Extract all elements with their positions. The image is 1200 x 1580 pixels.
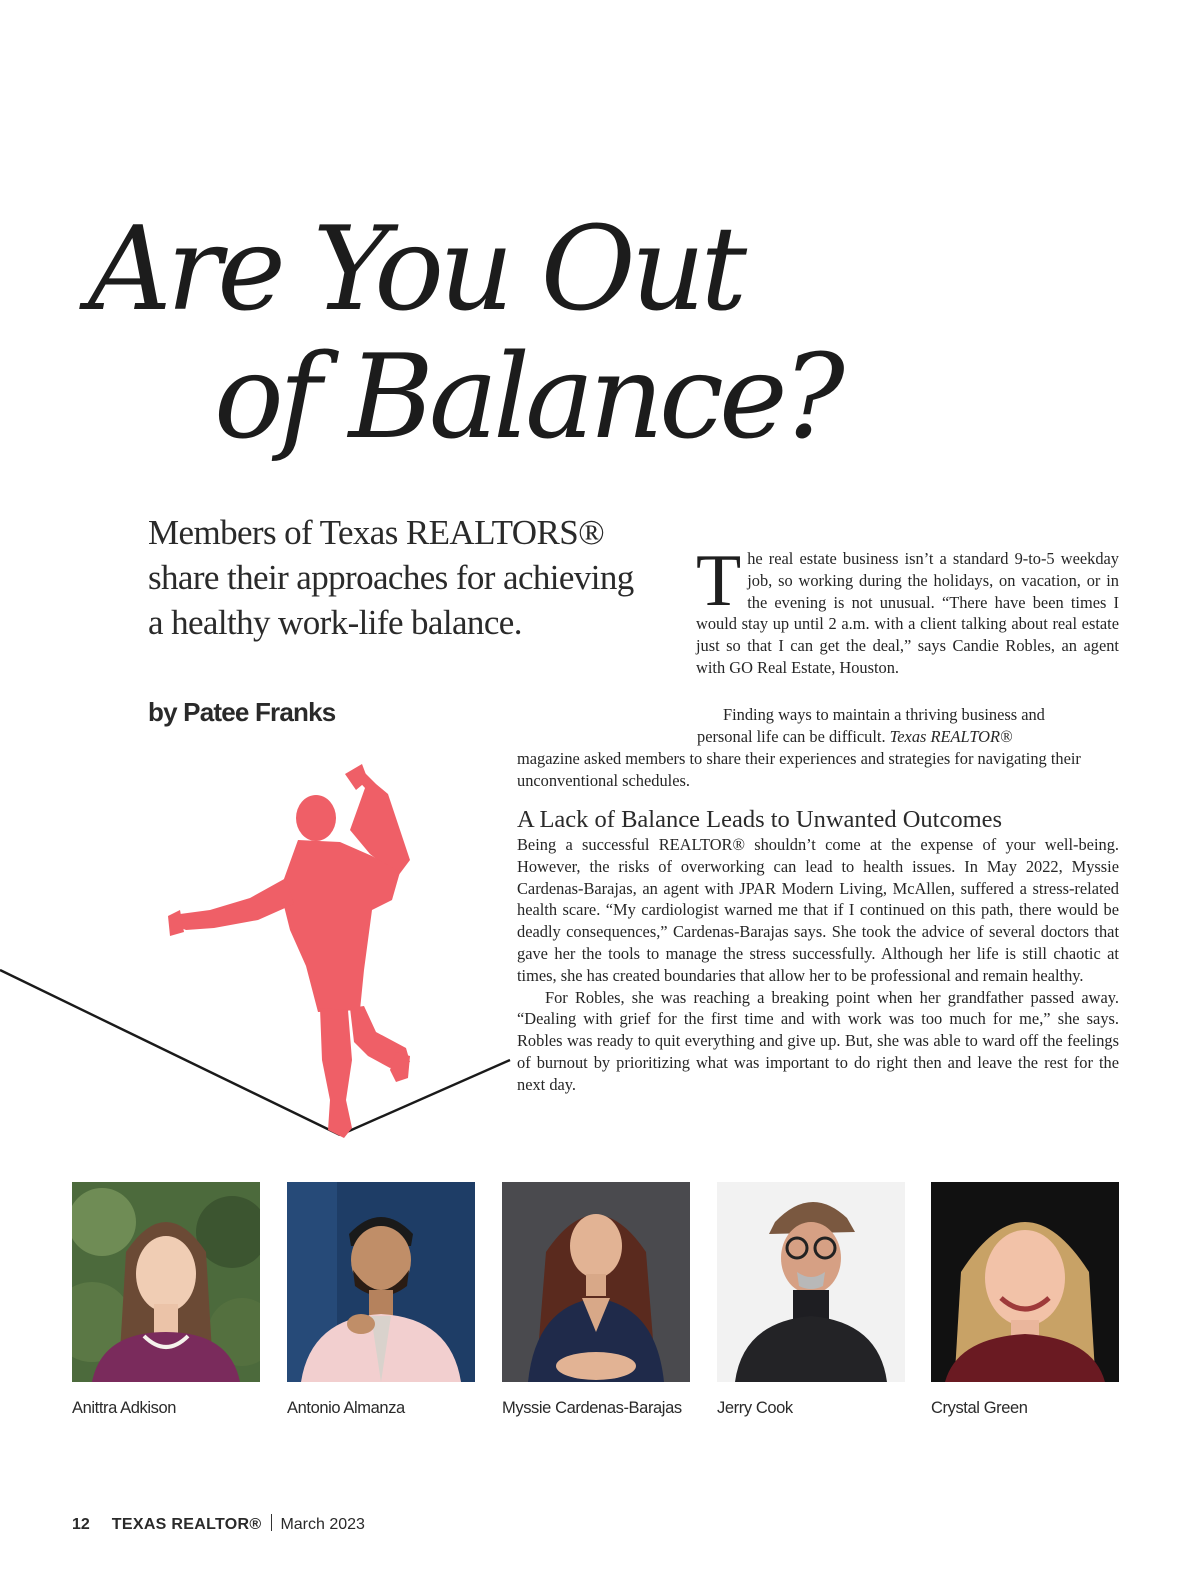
- walker-silhouette: [168, 764, 410, 1138]
- caption-anittra-adkison: Anittra Adkison: [72, 1399, 177, 1417]
- section-paragraph-1: Being a successful REALTOR® shouldn’t come at the expense of your well-being. However, the risks of overworking can lead to health issues. In May 2022, Myssie Cardenas-Barajas, an agent with JPAR Modern Living, McAllen, suffered a stress-related health scare. “My cardiologist warned me that if I continued on this path, there would be deadly consequences,” Cardenas-Barajas says. She took the advice of several doctors that gave her the tools to manage the stress successfully. Although her life is still chaotic at times, she has created boundaries that allow her to be professional and remain healthy.: [517, 835, 1119, 985]
- tightrope-walker-icon: [0, 760, 520, 1150]
- caption-antonio-almanza: Antonio Almanza: [287, 1399, 405, 1417]
- magazine-name-italic: Texas REALTOR®: [889, 726, 1013, 746]
- portrait-photo: [72, 1182, 260, 1382]
- portrait-photo: [931, 1182, 1119, 1382]
- portrait-anittra-adkison: [72, 1182, 260, 1382]
- tightrope-line-left: [0, 970, 340, 1135]
- second-paragraph-end: magazine asked members to share their experiences and strategies for navigating their unconventional schedules.: [517, 749, 1081, 790]
- intro-text: he real estate business isn’t a standard 9-to-5 weekday job, so working during the holidays, on vacation, or in the evening is not unusual. “There have been times I would stay up until 2 a.m. with a client talking about real estate just so that I can get the deal,” says Candie Robles, an agent with GO Real Estate, Houston.: [696, 549, 1119, 677]
- article-subtitle: Members of Texas REALTORS® share their approaches for achieving a healthy work-life balance.: [148, 513, 634, 642]
- portrait-crystal-green: [931, 1182, 1119, 1382]
- second-paragraph-start: [517, 704, 1079, 748]
- drop-cap: T: [696, 540, 742, 622]
- caption-myssie-cardenas-barajas: Myssie Cardenas-Barajas: [502, 1399, 682, 1417]
- portrait-jerry-cook: [717, 1182, 905, 1382]
- article-byline: by Patee Franks: [148, 697, 336, 727]
- caption-crystal-green: Crystal Green: [931, 1399, 1028, 1417]
- tightrope-walker-illustration: [0, 760, 520, 1150]
- page-number: 12: [72, 1516, 90, 1533]
- second-paragraph: [517, 704, 1119, 792]
- portrait-photo: [287, 1182, 475, 1382]
- portrait-myssie-cardenas-barajas: [502, 1182, 690, 1382]
- portrait-photo: [502, 1182, 690, 1382]
- article-title-line-2: of Balance?: [214, 330, 840, 465]
- second-paragraph-text-1: Finding ways to maintain a thriving business and personal life can be difficult.: [697, 705, 1045, 746]
- page-footer: [72, 1514, 365, 1534]
- portrait-photo: [717, 1182, 905, 1382]
- section-paragraph-2: For Robles, she was reaching a breaking point when her grandfather passed away. “Dealing with grief for the first time and with work was too much for me,” she says. Robles was ready to quit everything and give up. But, she was able to ward off the feelings of burnout by prioritizing what was important to do right then and leave the rest for the next day.: [517, 987, 1119, 1094]
- magazine-name: TEXAS REALTOR®: [111, 1516, 262, 1533]
- section-body: [517, 834, 1119, 1096]
- section-heading: A Lack of Balance Leads to Unwanted Outcomes: [517, 806, 1003, 833]
- intro-paragraph: [696, 540, 1119, 679]
- caption-jerry-cook: Jerry Cook: [717, 1399, 793, 1417]
- issue-date: March 2023: [280, 1516, 365, 1533]
- footer-divider: [271, 1514, 272, 1531]
- tightrope-line-right: [340, 1060, 510, 1135]
- portrait-antonio-almanza: [287, 1182, 475, 1382]
- article-title-line-1: Are You Out: [88, 202, 743, 337]
